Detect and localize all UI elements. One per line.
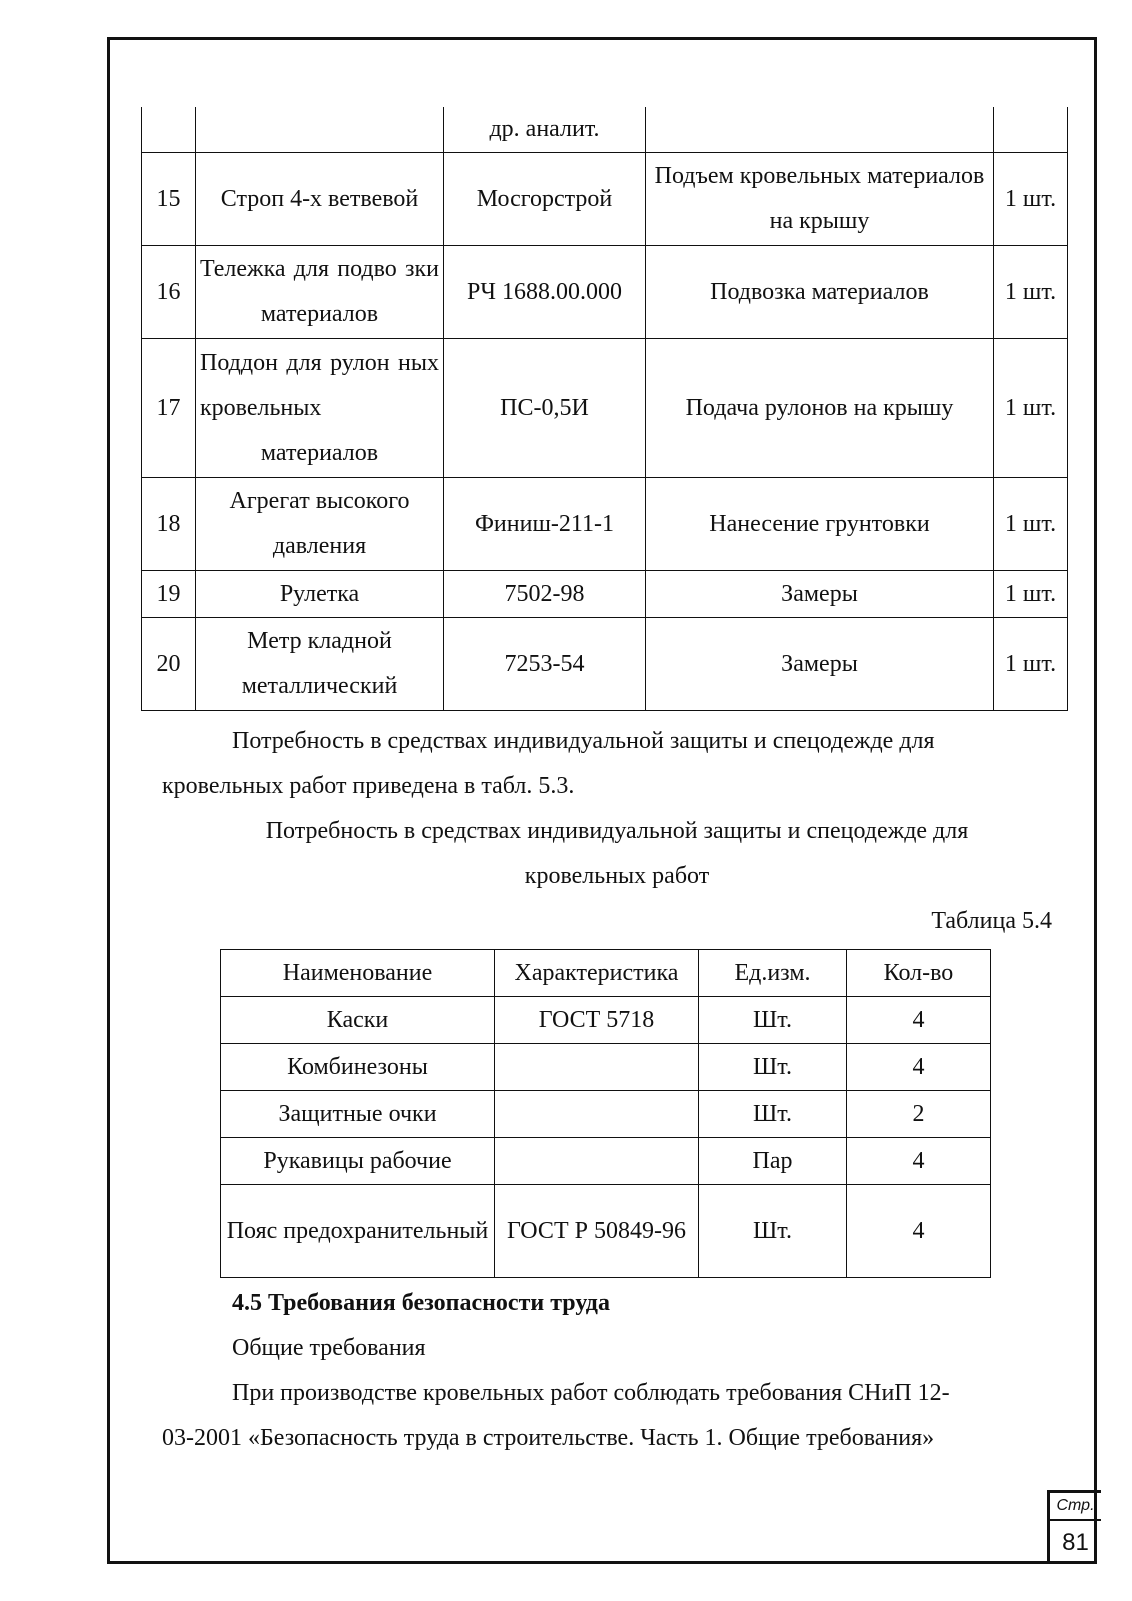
table-cell: Шт.: [699, 1185, 847, 1278]
equipment-qty: 1 шт.: [994, 478, 1068, 571]
table-cell: [495, 1091, 699, 1138]
table-cell: Пар: [699, 1138, 847, 1185]
table-row: [221, 997, 991, 1044]
paragraph-need: Потребность в средствах индивидуальной защиты и спецодежде для: [232, 728, 935, 754]
paragraph-need-cont: кровельных работ приведена в табл. 5.3.: [162, 773, 575, 799]
table-row: [142, 618, 1068, 711]
row-number: 16: [142, 246, 196, 339]
section-heading: 4.5 Требования безопасности труда: [232, 1290, 610, 1316]
table-row: [142, 153, 1068, 246]
equipment-name: Поддон для рулон ных кровельных материалов: [196, 339, 444, 478]
equipment-qty: 1 шт.: [994, 618, 1068, 711]
table-cell: Пояс предохранительный: [221, 1185, 495, 1278]
equipment-model: 7253-54: [444, 618, 646, 711]
equipment-purpose: Подъем кровельных материалов на крышу: [646, 153, 994, 246]
equipment-name: Агрегат высокого давления: [196, 478, 444, 571]
ppe-table: [220, 949, 991, 1278]
column-header: Наименование: [221, 950, 495, 997]
table-cell: Шт.: [699, 997, 847, 1044]
row-number: 15: [142, 153, 196, 246]
table-header-row: [221, 950, 991, 997]
equipment-name: Рулетка: [196, 571, 444, 618]
equipment-model: 7502-98: [444, 571, 646, 618]
equipment-qty: 1 шт.: [994, 153, 1068, 246]
column-header: Кол-во: [847, 950, 991, 997]
table-title-line2: кровельных работ: [524, 863, 710, 889]
equipment-purpose: Подача рулонов на крышу: [646, 339, 994, 478]
equipment-model: Мосгорстрой: [444, 153, 646, 246]
table-cell: 4: [847, 1044, 991, 1091]
table-cell: ГОСТ 5718: [495, 997, 699, 1044]
row-number: 18: [142, 478, 196, 571]
table-cell: [495, 1138, 699, 1185]
table-row: [142, 107, 1068, 153]
table-cell: Рукавицы рабочие: [221, 1138, 495, 1185]
column-header: Характеристика: [495, 950, 699, 997]
table-row: [221, 1091, 991, 1138]
equipment-name: Тележка для подво зки материалов: [196, 246, 444, 339]
paragraph-snip: При производстве кровельных работ соблюдать требования СНиП 12-: [232, 1380, 950, 1406]
table-title-line1: Потребность в средствах индивидуальной защиты и спецодежде для: [265, 818, 969, 844]
equipment-model: РЧ 1688.00.000: [444, 246, 646, 339]
table-row: [142, 246, 1068, 339]
equipment-qty: 1 шт.: [994, 571, 1068, 618]
table-cell: Шт.: [699, 1091, 847, 1138]
table-cell: 4: [847, 1185, 991, 1278]
row-number: 20: [142, 618, 196, 711]
table-cell: Каски: [221, 997, 495, 1044]
table-title: [162, 809, 1072, 899]
table-cell: 4: [847, 1138, 991, 1185]
paragraph-snip-cont: 03-2001 «Безопасность труда в строительстве. Часть 1. Общие требования»: [162, 1425, 935, 1451]
page-stamp: [1047, 1490, 1101, 1564]
table-cell: Комбинезоны: [221, 1044, 495, 1091]
table-row: [142, 478, 1068, 571]
table-row: [142, 339, 1068, 478]
row-number: 17: [142, 339, 196, 478]
equipment-purpose: Замеры: [646, 618, 994, 711]
page-label: Стр.: [1050, 1493, 1101, 1521]
subheading: Общие требования: [232, 1335, 426, 1361]
table-row: [142, 571, 1068, 618]
table-cell: Защитные очки: [221, 1091, 495, 1138]
table-cell: Шт.: [699, 1044, 847, 1091]
equipment-name: Строп 4-х ветвевой: [196, 153, 444, 246]
table-cell: 2: [847, 1091, 991, 1138]
page-number: 81: [1062, 1529, 1089, 1556]
equipment-table: [141, 107, 1068, 711]
equipment-model: Финиш-211-1: [444, 478, 646, 571]
equipment-model: ПС-0,5И: [444, 339, 646, 478]
equipment-name: Метр кладной металлический: [196, 618, 444, 711]
row-number: 19: [142, 571, 196, 618]
table-cell: ГОСТ Р 50849-96: [495, 1185, 699, 1278]
table-caption: Таблица 5.4: [931, 908, 1052, 934]
table-row: [221, 1138, 991, 1185]
table-cell: др. аналит.: [444, 107, 646, 153]
table-row: [221, 1185, 991, 1278]
equipment-qty: 1 шт.: [994, 339, 1068, 478]
table-row: [221, 1044, 991, 1091]
table-cell: 4: [847, 997, 991, 1044]
table-cell: [495, 1044, 699, 1091]
equipment-purpose: Нанесение грунтовки: [646, 478, 994, 571]
equipment-qty: 1 шт.: [994, 246, 1068, 339]
equipment-purpose: Подвозка материалов: [646, 246, 994, 339]
equipment-purpose: Замеры: [646, 571, 994, 618]
column-header: Ед.изм.: [699, 950, 847, 997]
